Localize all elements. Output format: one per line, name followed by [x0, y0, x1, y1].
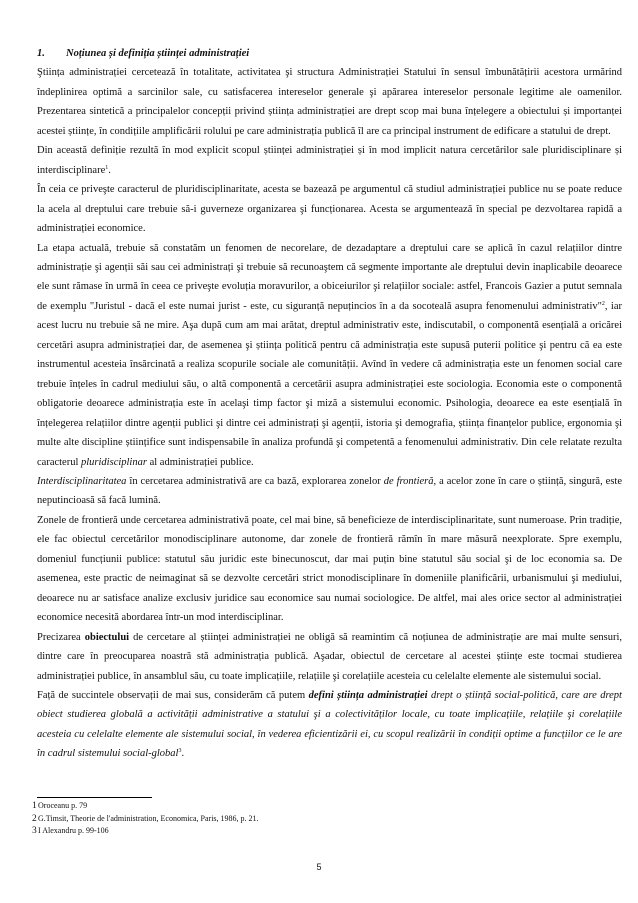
paragraph [37, 472, 622, 511]
definition-term: defini știința administrației [308, 689, 428, 701]
bold-term: obiectului [84, 631, 130, 643]
page-number: 5 [316, 862, 322, 872]
paragraph-text: Ştiința administrației cercetează în totalitate, activitatea şi structura Administrației Statului în sensul îmbunătățirii acestora urmărind îndeplinirea optimă a sarcinilor sale, cu satisfacerea intereselor generale şi apărarea intereselor personale legitime ale oamenilor. Prezentarea sintetică a principalelor concepții privind știința administrației are drept scop mai buna înțelegere a obiectului și importanței acestei științe, în condițiile amplificării rolului pe care administrația publică îl are ca principal instrument de edificare a statului de drept. [37, 67, 622, 137]
paragraph [37, 511, 622, 628]
footnote [32, 825, 259, 838]
definition-text: drept o știință social-politică, care are drept obiect studierea globală a activității administrative a statului şi a colectivităților locale, cu toate implicațiile, relațiile şi corelațiile acesteia cu celelalte elemente ale sistemului social, în vederea eficientizării ei, cu scopul realizării în condiții optime a funcțiilor ce le are în cadrul sistemului social-global [37, 689, 622, 760]
document-body [37, 44, 622, 764]
paragraph-text: . [181, 748, 185, 760]
footnotes [32, 800, 259, 838]
section-heading [37, 44, 622, 63]
paragraph-text: de cercetare al științei administrației ne obligă să reamintim că noțiunea de administrație are mai multe sensuri, dintre care în preocuparea noastră stă administrația publică. Aşadar, obiectul de cercetare al acestei științe este tocmai studierea administrației publice, în ansamblul său, cu toate implicațiile, relațiile şi corelațiile acesteia cu celelalte elemente ale sistemului social. [37, 631, 622, 682]
paragraph-text: Din această definiție rezultă în mod explicit scopul științei administrației și în mod implicit natura cercetărilor sale pluridisciplinare și interdisciplinare [37, 145, 622, 176]
paragraph-text: al administrației publice. [146, 456, 254, 468]
footnote-ref: 3 [178, 748, 182, 755]
paragraph [37, 686, 622, 764]
footnote-text: I Alexandru p. 99-106 [38, 826, 109, 835]
paragraph-text: în cercetarea administrativă are ca bază, explorarea zonelor [126, 475, 384, 487]
emphasis-text: de frontieră [383, 475, 434, 487]
emphasis-text: Interdisciplinaritatea [37, 475, 127, 487]
footnote-text: G.Timsit, Theorie de l'administration, Economica, Paris, 1986, p. 21. [38, 813, 259, 823]
paragraph [37, 239, 622, 472]
paragraph-text: În ceia ce priveşte caracterul de pluridisciplinaritate, acesta se bazează pe argumentul că studiul administrației publice nu se poate reduce la acela al dreptului care trebuie să-i guverneze organizarea şi funcționarea. Acesta se argumentează în special pe dezvoltarea rapidă a administrației economice. [37, 184, 622, 235]
paragraph-text: Față de succintele observații de mai sus, considerăm că putem [37, 689, 309, 701]
footnote-number: 1 [32, 801, 37, 811]
paragraph-text: Precizarea [37, 631, 85, 643]
paragraph [37, 141, 622, 180]
paragraph [37, 180, 622, 238]
emphasis-text: pluridisciplinar [81, 456, 147, 468]
footnote [32, 800, 259, 813]
paragraph-text: La etapa actuală, trebuie să constatăm un fenomen de necorelare, de dezadaptare a dreptului care se aplică în cazul relațiilor dintre administrație şi agenții săi sau cei administrați şi trebuie să recunoaştem că segmente importante ale dreptului devin inaplicabile deoarece ele sunt rămase în urmă în ceea ce priveşte evoluția moravurilor, a obiceiurilor şi relațiilor sociale: astfel, Francois Gazier a putut semnala de exemplu "Juristul - dacă el este numai jurist - este, cu siguranță nepuțincios în a da socoteală asupra fenomenului administrativ" [37, 242, 622, 312]
paragraph [37, 628, 622, 686]
paragraph-text: , iar acest lucru nu trebuie să ne mire. Aşa după cum am mai arătat, dreptul administrativ este, indiscutabil, o componentă esențială a oricărei cercetări asupra administrației dar, de asemenea şi știința politică pentru că administrația este supusă puterii politice şi pentru că ea este instrumentul acesteia însărcinată a realiza scopurile sociale ale comunității. Avînd în vedere că administrația este un fenomen social care trebuie înțeles în cadrul mediului său, o altă componentă a cercetării asupra administrației este sociologia. Economia este o componentă obligatorie deoarece administrația este în acelaşi timp factor şi miză a sistemului economic. Psihologia, deoarece ea este esențială în înțelegerea relațiilor dintre agenții publici şi dintre cei administrați şi agenții, istoria şi demografia, știința finanțelor publice, ergonomia şi multe alte discipline științifice sunt indispensabile în analiza profundă şi competentă a fenomenului administrativ. Din cele relatate rezulta caracterul [37, 300, 623, 468]
section-number: 1. [37, 48, 45, 59]
footnote-number: 2 [32, 813, 37, 824]
footnote-ref: 1 [105, 164, 109, 171]
paragraph-text: . [108, 164, 111, 176]
footnote [32, 813, 259, 826]
footnote-ref: 2 [601, 300, 605, 307]
paragraph-text: , a acelor zone în care o știință, singură, este neputincioasă să facă lumină. [37, 475, 623, 507]
footnote-number: 3 [32, 826, 37, 836]
footnote-divider [37, 797, 152, 798]
paragraph [37, 63, 622, 141]
section-title: Noțiunea și definiția științei administrației [66, 48, 250, 59]
footnote-text: Oroceanu p. 79 [38, 801, 88, 810]
paragraph-text: Zonele de frontieră unde cercetarea administrativă poate, cel mai bine, să beneficieze de interdisciplinaritate, sunt numeroase. Prin tradiție, ele fac obiectul cercetărilor monodisciplinare autonome, dar zonele de frontieră rămîn în mare măsură neexplorate. Spre exemplu, domeniul funcțiunii publice: statutul său juridic este binecunoscut, dar mai puțin bine statutul său social şi de loc economia sa. De asemenea, este practic de neimaginat să se dezvolte cercetări strict monodisciplinare în domeniile planificării, urbanismului şi mediului, deoarece nu ar satisface analize exclusiv juridice sau economice sau numai sociologice. De altfel, mai ales orice sector al administrației economice necesită abordarea într-un mod interdisciplinar. [37, 514, 622, 624]
